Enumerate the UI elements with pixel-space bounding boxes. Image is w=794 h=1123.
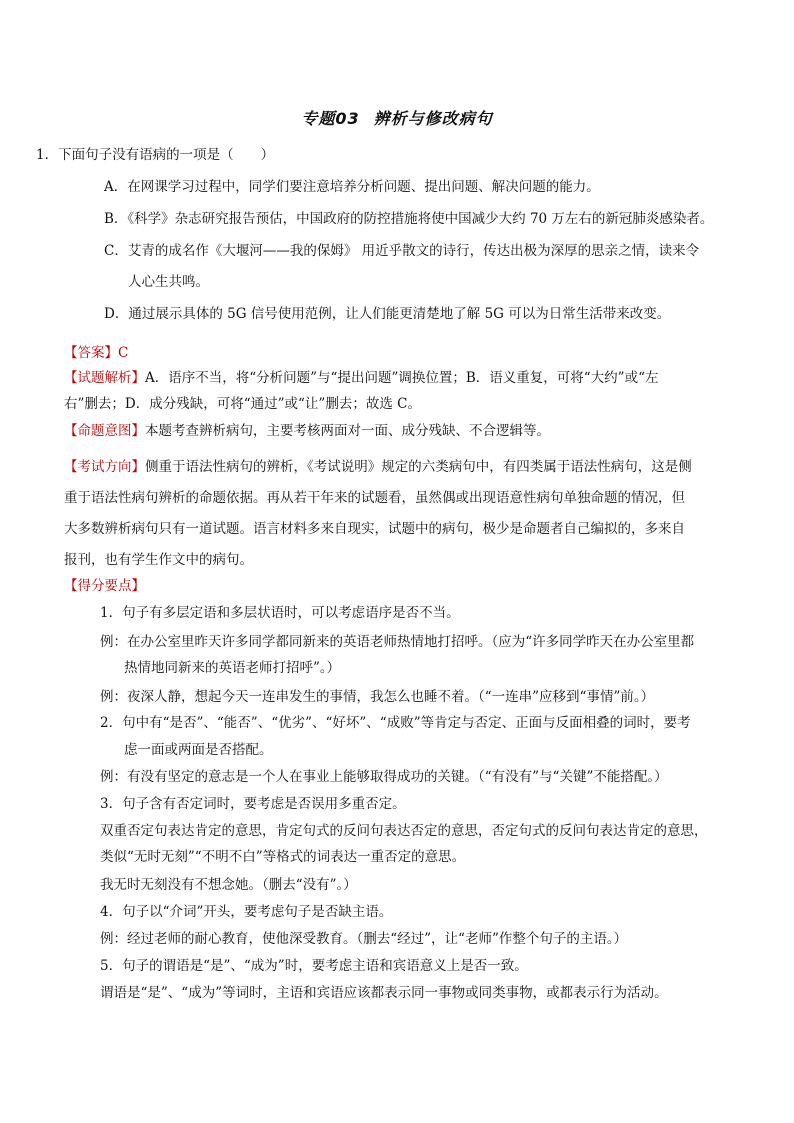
direction-line-1 (64, 458, 692, 476)
points-tag: 【得分要点】 (64, 578, 145, 594)
point-line-10: 类似“无时无刻”“不明不白”等格式的词表达一重否定的意思。 (100, 849, 466, 865)
page-title (0, 106, 794, 129)
intent-tag: 【命题意图】 (64, 423, 145, 439)
point-line-2: 例：在办公室里昨天许多同学都同新来的英语老师热情地打招呼。（应为“许多同学昨天在办公室里都 (100, 634, 695, 650)
point-line-6: 虑一面或两面是否搭配。 (124, 742, 273, 758)
analysis-line-1 (64, 369, 658, 387)
point-line-11: 我无时无刻没有不想念她。（删去“没有”。） (100, 877, 357, 893)
point-line-1: 1．句子有多层定语和多层状语时，可以考虑语序是否不当。 (100, 605, 460, 621)
point-line-8: 3．句子含有否定词时，要考虑是否误用多重否定。 (100, 796, 406, 812)
direction-tag: 【考试方向】 (64, 459, 145, 475)
point-line-3: 热情地同新来的英语老师打招呼”。） (124, 660, 341, 676)
point-line-14: 5．句子的谓语是“是”、“成为”时，要考虑主语和宾语意义上是否一致。 (100, 958, 528, 974)
point-line-12: 4．句子以“介词”开头，要考虑句子是否缺主语。 (100, 904, 393, 920)
point-line-15: 谓语是“是”、“成为”等词时，主语和宾语应该都表示同一事物或同类事物，或都表示行为活动。 (100, 985, 668, 1001)
point-line-4: 例：夜深人静，想起今天一连串发生的事情，我怎么也睡不着。（“一连串”应移到“事情”前。） (100, 689, 655, 705)
answer-tag: 【答案】 (64, 345, 118, 361)
option-a: A．在网课学习过程中，同学们要注意培养分析问题、提出问题、解决问题的能力。 (104, 179, 600, 195)
analysis-text-1: A．语序不当，将“分析问题”与“提出问题”调换位置；B．语义重复，可将“大约”或“左 (145, 370, 659, 386)
analysis-line-2: 右”删去；D．成分残缺，可将“通过”或“让”删去；故选 C。 (64, 396, 421, 412)
analysis-tag: 【试题解析】 (64, 370, 145, 386)
direction-line-4: 报刊，也有学生作文中的病句。 (64, 552, 253, 568)
option-c-line-2: 人心生共鸣。 (128, 274, 209, 290)
direction-line-3: 大多数辨析病句只有一道试题。语言材料多来自现实，试题中的病句，极少是命题者自己编拟的，多来自 (64, 521, 685, 537)
answer-value: C (118, 345, 129, 361)
point-line-7: 例：有没有坚定的意志是一个人在事业上能够取得成功的关键。（“有没有”与“关键”不能搭配。） (100, 769, 668, 785)
option-c-line-1: C．艾青的成名作《大堰河——我的保姆》 用近乎散文的诗行，传达出极为深厚的思亲之情，读来令 (104, 243, 700, 259)
title-name: 辨析与修改病句 (373, 109, 493, 128)
point-line-9: 双重否定句表达肯定的意思，肯定句式的反问句表达否定的意思，否定句式的反问句表达肯定的意思， (100, 823, 708, 839)
answer-row (64, 344, 128, 362)
title-code: 专题03 (301, 109, 360, 128)
question-stem: 1．下面句子没有语病的一项是（ ） (36, 147, 275, 163)
point-line-5: 2．句中有“是否”、“能否”、“优劣”、“好坏”、“成败”等肯定与否定、正面与反面相叠的词时，要考 (100, 715, 691, 731)
point-line-13: 例：经过老师的耐心教育，使他深受教育。（删去“经过”，让“老师”作整个句子的主语。） (100, 931, 628, 947)
direction-line-2: 重于语法性病句辨析的命题依据。再从若干年来的试题看，虽然偶或出现语意性病句单独命题的情况，但 (64, 490, 685, 506)
intent-row (64, 422, 550, 440)
intent-text: 本题考查辨析病句，主要考核两面对一面、成分残缺、不合逻辑等。 (145, 423, 550, 439)
direction-text-1: 侧重于语法性病句的辨析，《考试说明》规定的六类病句中，有四类属于语法性病句，这是侧 (145, 459, 692, 475)
option-d: D．通过展示具体的 5G 信号使用范例，让人们能更清楚地了解 5G 可以为日常生活带来改变。 (104, 306, 671, 322)
option-b: B．《科学》杂志研究报告预估，中国政府的防控措施将使中国减少大约 70 万左右的新冠肺炎感染者。 (104, 211, 714, 227)
